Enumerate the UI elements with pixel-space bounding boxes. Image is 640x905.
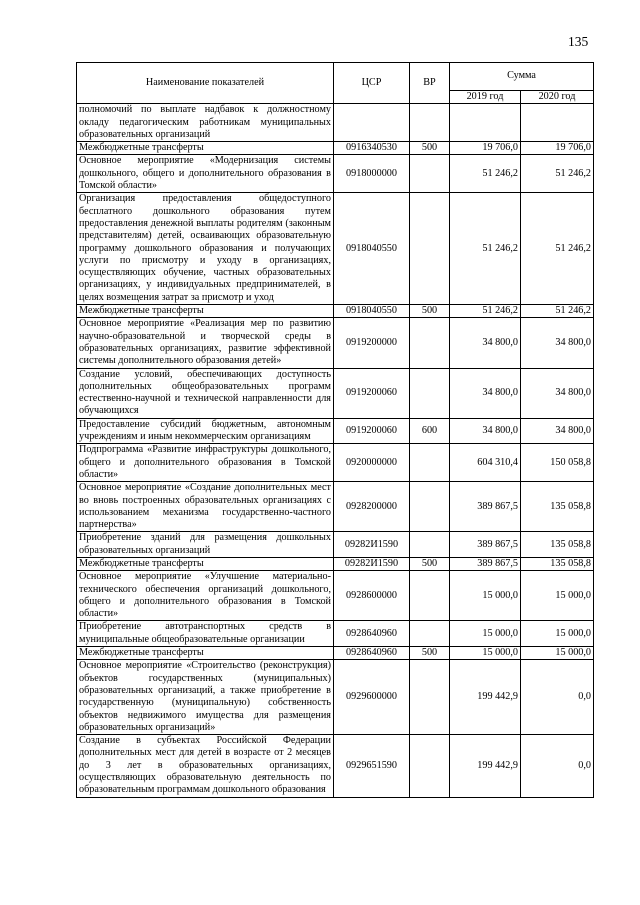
row-vr bbox=[410, 532, 450, 558]
row-csr: 09282И1590 bbox=[334, 532, 410, 558]
row-name: Подпрограмма «Развитие инфраструктуры дошкольного, общего и дополнительного образования в Томской области» bbox=[77, 444, 334, 482]
table-row bbox=[77, 155, 594, 193]
row-sum-2020: 51 246,2 bbox=[521, 305, 594, 318]
table-row bbox=[77, 444, 594, 482]
row-name: Приобретение зданий для размещения дошкольных образовательных организаций bbox=[77, 532, 334, 558]
row-name: Предоставление субсидий бюджетным, автономным учреждениям и иным некоммерческим организациям bbox=[77, 418, 334, 444]
row-vr bbox=[410, 735, 450, 797]
header-name: Наименование показателей bbox=[77, 63, 334, 104]
row-sum-2020: 15 000,0 bbox=[521, 621, 594, 647]
row-sum-2020 bbox=[521, 104, 594, 142]
row-csr: 0919200060 bbox=[334, 418, 410, 444]
table-row bbox=[77, 318, 594, 368]
row-name: полномочий по выплате надбавок к должностному окладу педагогическим работникам муниципальных образовательных организаций bbox=[77, 104, 334, 142]
row-sum-2020: 150 058,8 bbox=[521, 444, 594, 482]
row-sum-2020: 51 246,2 bbox=[521, 193, 594, 305]
row-sum-2020: 15 000,0 bbox=[521, 647, 594, 660]
row-sum-2020: 135 058,8 bbox=[521, 557, 594, 570]
table-row bbox=[77, 193, 594, 305]
table-row bbox=[77, 482, 594, 532]
row-vr: 500 bbox=[410, 647, 450, 660]
row-name: Организация предоставления общедоступного бесплатного дошкольного образования путем предоставления денежной выплаты родителям (законным представителям) детей, осваивающих образовательную программу дошкольного образования и получающих услуги по присмотру и уходу в организациях, осуществляющих обучение, частных образовательных организациях, у индивидуальных предпринимателей, в целях возмещения затрат за присмотр и уход bbox=[77, 193, 334, 305]
row-sum-2019: 34 800,0 bbox=[450, 368, 521, 418]
row-vr bbox=[410, 660, 450, 735]
row-vr: 600 bbox=[410, 418, 450, 444]
header-year-2019: 2019 год bbox=[450, 91, 521, 104]
row-sum-2020: 51 246,2 bbox=[521, 155, 594, 193]
row-sum-2019: 34 800,0 bbox=[450, 318, 521, 368]
row-sum-2019: 19 706,0 bbox=[450, 142, 521, 155]
table-row bbox=[77, 660, 594, 735]
row-csr: 0918040550 bbox=[334, 193, 410, 305]
row-sum-2020: 34 800,0 bbox=[521, 318, 594, 368]
row-vr: 500 bbox=[410, 305, 450, 318]
row-name: Межбюджетные трансферты bbox=[77, 557, 334, 570]
row-csr: 0928640960 bbox=[334, 647, 410, 660]
row-sum-2020: 15 000,0 bbox=[521, 571, 594, 621]
row-name: Межбюджетные трансферты bbox=[77, 305, 334, 318]
table-row bbox=[77, 305, 594, 318]
header-year-2020: 2020 год bbox=[521, 91, 594, 104]
row-csr: 0918040550 bbox=[334, 305, 410, 318]
row-vr bbox=[410, 368, 450, 418]
table-row bbox=[77, 571, 594, 621]
row-name: Основное мероприятие «Улучшение материально-технического обеспечения организаций дошкольного, общего и дополнительного образования в Томской области» bbox=[77, 571, 334, 621]
row-csr: 0916340530 bbox=[334, 142, 410, 155]
row-vr bbox=[410, 155, 450, 193]
row-name: Основное мероприятие «Реализация мер по развитию научно-образовательной и творческой среды в образовательных организациях, развитие эффективной системы дополнительного образования детей» bbox=[77, 318, 334, 368]
row-sum-2019: 51 246,2 bbox=[450, 193, 521, 305]
row-sum-2020: 135 058,8 bbox=[521, 482, 594, 532]
table-row bbox=[77, 104, 594, 142]
row-name: Основное мероприятие «Создание дополнительных мест во вновь построенных образовательных организациях с использованием механизма государственно-частного партнерства» bbox=[77, 482, 334, 532]
row-vr bbox=[410, 318, 450, 368]
row-vr: 500 bbox=[410, 142, 450, 155]
row-csr: 0929651590 bbox=[334, 735, 410, 797]
table-row bbox=[77, 735, 594, 797]
row-name: Межбюджетные трансферты bbox=[77, 647, 334, 660]
table-row bbox=[77, 557, 594, 570]
row-sum-2019: 389 867,5 bbox=[450, 557, 521, 570]
row-name: Создание в субъектах Российской Федерации дополнительных мест для детей в возрасте от 2 месяцев до 3 лет в образовательных организациях, осуществляющих образовательную деятельность по образовательным программам дошкольного образования bbox=[77, 735, 334, 797]
row-csr: 0919200000 bbox=[334, 318, 410, 368]
row-csr: 0928200000 bbox=[334, 482, 410, 532]
row-vr bbox=[410, 193, 450, 305]
row-csr: 0920000000 bbox=[334, 444, 410, 482]
row-sum-2019 bbox=[450, 104, 521, 142]
header-csr: ЦСР bbox=[334, 63, 410, 104]
row-sum-2020: 34 800,0 bbox=[521, 418, 594, 444]
row-sum-2019: 34 800,0 bbox=[450, 418, 521, 444]
row-sum-2019: 199 442,9 bbox=[450, 660, 521, 735]
row-vr bbox=[410, 104, 450, 142]
row-name: Основное мероприятие «Модернизация системы дошкольного, общего и дополнительного образования в Томской области» bbox=[77, 155, 334, 193]
table-row bbox=[77, 532, 594, 558]
row-csr: 09282И1590 bbox=[334, 557, 410, 570]
row-sum-2019: 199 442,9 bbox=[450, 735, 521, 797]
row-name: Основное мероприятие «Строительство (реконструкция) объектов государственных (муниципальных) образовательных организаций, а также приобретение в государственную (муниципальную) собственность объектов недвижимого имущества для размещения образовательных организаций» bbox=[77, 660, 334, 735]
table-row bbox=[77, 418, 594, 444]
row-csr: 0929600000 bbox=[334, 660, 410, 735]
row-csr: 0928640960 bbox=[334, 621, 410, 647]
row-sum-2019: 15 000,0 bbox=[450, 621, 521, 647]
row-sum-2020: 19 706,0 bbox=[521, 142, 594, 155]
row-name: Создание условий, обеспечивающих доступность дополнительных общеобразовательных программ естественно-научной и технической направленности для обучающихся bbox=[77, 368, 334, 418]
header-vr: ВР bbox=[410, 63, 450, 104]
table-body bbox=[77, 104, 594, 797]
budget-table bbox=[76, 62, 594, 798]
row-sum-2019: 604 310,4 bbox=[450, 444, 521, 482]
header-sum: Сумма bbox=[450, 63, 594, 91]
row-vr bbox=[410, 621, 450, 647]
row-sum-2019: 51 246,2 bbox=[450, 305, 521, 318]
row-sum-2019: 389 867,5 bbox=[450, 532, 521, 558]
row-csr: 0928600000 bbox=[334, 571, 410, 621]
table-row bbox=[77, 621, 594, 647]
row-csr: 0919200060 bbox=[334, 368, 410, 418]
table-row bbox=[77, 368, 594, 418]
row-sum-2020: 0,0 bbox=[521, 660, 594, 735]
row-sum-2019: 51 246,2 bbox=[450, 155, 521, 193]
row-vr bbox=[410, 482, 450, 532]
row-sum-2019: 389 867,5 bbox=[450, 482, 521, 532]
table-row bbox=[77, 142, 594, 155]
row-vr bbox=[410, 571, 450, 621]
table-row bbox=[77, 647, 594, 660]
row-sum-2020: 0,0 bbox=[521, 735, 594, 797]
row-sum-2019: 15 000,0 bbox=[450, 571, 521, 621]
row-vr bbox=[410, 444, 450, 482]
row-sum-2019: 15 000,0 bbox=[450, 647, 521, 660]
row-name: Приобретение автотранспортных средств в муниципальные общеобразовательные организации bbox=[77, 621, 334, 647]
row-csr bbox=[334, 104, 410, 142]
row-sum-2020: 135 058,8 bbox=[521, 532, 594, 558]
row-name: Межбюджетные трансферты bbox=[77, 142, 334, 155]
row-sum-2020: 34 800,0 bbox=[521, 368, 594, 418]
page-number: 135 bbox=[568, 34, 589, 49]
row-vr: 500 bbox=[410, 557, 450, 570]
row-csr: 0918000000 bbox=[334, 155, 410, 193]
